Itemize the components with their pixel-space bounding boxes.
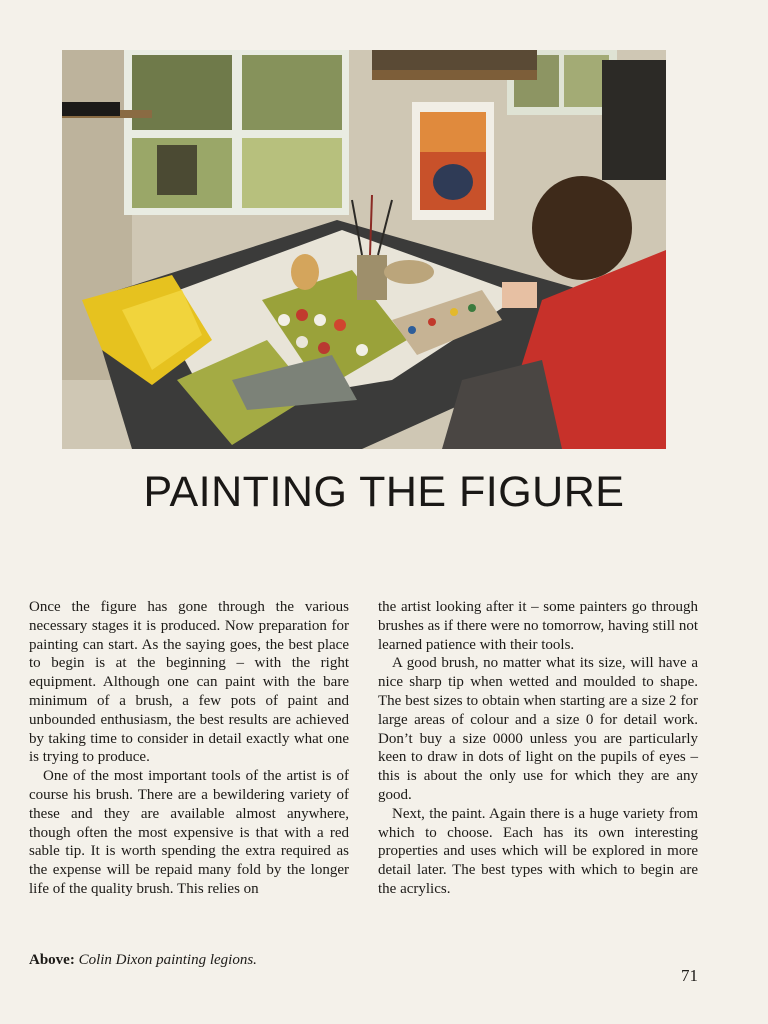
paragraph: Next, the paint. Again there is a huge variety from which to choose. Each has its own interesting properties and uses which will be explored in more detail later. The best types with which to begin are the acrylics.: [378, 805, 698, 897]
caption-text: Colin Dixon painting legions.: [78, 952, 257, 968]
paragraph: Once the figure has gone through the various necessary stages it is produced. Now preparation for painting can start. As the saying goes, the best place to begin is at the beginning – with the right equipment. Although one can paint with the bare minimum of a brush, a few pots of paint and unbounded enthusiasm, the best results are achieved by taking time to consider in detail exactly what one is trying to produce.: [29, 599, 349, 766]
page-number: 71: [681, 966, 698, 985]
paragraph: One of the most important tools of the artist is of course his brush. There are a bewildering variety of these and they are available almost anywhere, though often the most expensive is that with a red sable tip. It is worth spending the extra required as the expense will be repaid many fold by the longer life of the quality brush. This relies on: [29, 768, 349, 897]
text-column-left: [29, 598, 349, 899]
text-column-right: [378, 598, 698, 899]
photo-illustration: [62, 50, 666, 449]
article-photo: [62, 50, 666, 449]
photo-caption: [29, 952, 257, 969]
paragraph: the artist looking after it – some painters go through brushes as if there were no tomorrow, having still not learned patience with their tools.: [378, 599, 698, 653]
paragraph: A good brush, no matter what its size, will have a nice sharp tip when wetted and moulded to shape. The best sizes to obtain when starting are a size 2 for large areas of colour and a size 0 for detail work. Don’t buy a size 0000 unless you are particularly keen to draw in dots of light on the pupils of eyes – this is about the only use for which they are any good.: [378, 655, 698, 803]
caption-label: Above:: [29, 952, 75, 968]
page-title: PAINTING THE FIGURE: [143, 468, 625, 516]
